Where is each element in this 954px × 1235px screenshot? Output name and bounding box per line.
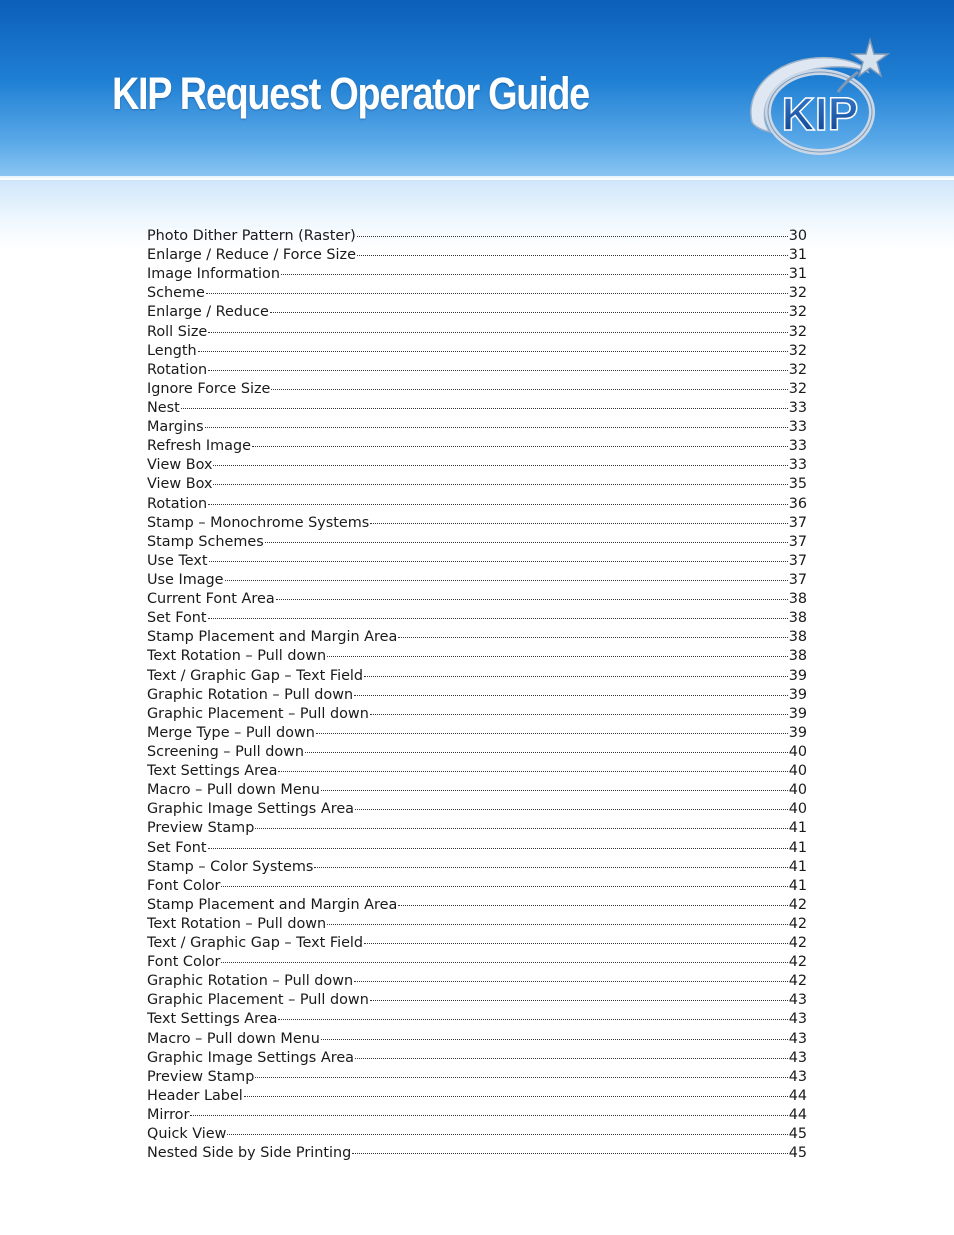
- toc-entry[interactable]: [147, 894, 807, 913]
- toc-entry-title: Font Color: [147, 877, 221, 894]
- toc-entry[interactable]: [147, 932, 807, 951]
- toc-dot-leader: [205, 416, 788, 428]
- toc-entry-title: Text Settings Area: [147, 1011, 278, 1028]
- toc-entry-page: 44: [788, 1107, 807, 1124]
- toc-entry-page: 42: [788, 973, 807, 990]
- kip-logo-text: KIP: [781, 88, 859, 140]
- toc-dot-leader: [198, 340, 788, 352]
- toc-dot-leader: [357, 225, 788, 237]
- toc-entry[interactable]: [147, 550, 807, 569]
- toc-entry-page: 42: [788, 954, 807, 971]
- toc-dot-leader: [370, 512, 787, 524]
- toc-entry-title: Enlarge / Reduce: [147, 304, 269, 321]
- toc-entry-title: Text Rotation – Pull down: [147, 648, 327, 665]
- toc-entry[interactable]: [147, 951, 807, 970]
- toc-entry-title: Refresh Image: [147, 438, 251, 455]
- toc-entry-title: Stamp Schemes: [147, 533, 264, 550]
- toc-entry-title: View Box: [147, 476, 213, 493]
- toc-entry-page: 43: [788, 1068, 807, 1085]
- toc-entry-page: 37: [788, 571, 807, 588]
- toc-dot-leader: [255, 1066, 787, 1078]
- toc-entry-page: 37: [788, 533, 807, 550]
- page-title: KIP Request Operator Guide: [112, 68, 589, 119]
- toc-entry[interactable]: [147, 989, 807, 1008]
- toc-entry-title: Enlarge / Reduce / Force Size: [147, 247, 356, 264]
- toc-entry[interactable]: [147, 244, 807, 263]
- toc-entry-page: 32: [788, 361, 807, 378]
- toc-entry-page: 38: [788, 610, 807, 627]
- toc-entry-title: Set Font: [147, 610, 207, 627]
- toc-entry[interactable]: [147, 913, 807, 932]
- toc-entry-page: 39: [788, 724, 807, 741]
- toc-entry[interactable]: [147, 301, 807, 320]
- toc-entry[interactable]: [147, 1066, 807, 1085]
- toc-entry-title: Stamp Placement and Margin Area: [147, 629, 398, 646]
- toc-entry-page: 39: [788, 667, 807, 684]
- toc-entry-title: Graphic Rotation – Pull down: [147, 686, 354, 703]
- toc-dot-leader: [305, 741, 788, 753]
- toc-entry[interactable]: [147, 1104, 807, 1123]
- toc-entry-page: 42: [788, 935, 807, 952]
- toc-dot-leader: [370, 989, 788, 1001]
- toc-entry-page: 32: [788, 285, 807, 302]
- toc-entry[interactable]: [147, 359, 807, 378]
- toc-dot-leader: [213, 454, 787, 466]
- toc-entry-title: Text / Graphic Gap – Text Field: [147, 935, 364, 952]
- toc-entry[interactable]: [147, 970, 807, 989]
- toc-dot-leader: [398, 894, 787, 906]
- toc-entry[interactable]: [147, 454, 807, 473]
- toc-dot-leader: [181, 397, 788, 409]
- toc-dot-leader: [190, 1104, 787, 1116]
- toc-entry-title: Screening – Pull down: [147, 743, 305, 760]
- toc-dot-leader: [209, 550, 788, 562]
- toc-entry-title: Scheme: [147, 285, 205, 302]
- toc-entry-page: 32: [788, 342, 807, 359]
- toc-entry[interactable]: [147, 703, 807, 722]
- toc-entry[interactable]: [147, 588, 807, 607]
- toc-entry-page: 45: [788, 1126, 807, 1143]
- toc-entry[interactable]: [147, 645, 807, 664]
- toc-entry-page: 31: [788, 247, 807, 264]
- toc-entry-title: Macro – Pull down Menu: [147, 782, 320, 799]
- toc-entry-title: Nested Side by Side Printing: [147, 1145, 352, 1162]
- toc-entry-page: 39: [788, 686, 807, 703]
- toc-entry-title: Nest: [147, 399, 180, 416]
- toc-entry-title: Rotation: [147, 495, 208, 512]
- toc-entry-page: 45: [788, 1145, 807, 1162]
- toc-entry[interactable]: [147, 760, 807, 779]
- toc-dot-leader: [278, 760, 787, 772]
- toc-entry-page: 33: [788, 457, 807, 474]
- toc-dot-leader: [370, 703, 788, 715]
- toc-dot-leader: [255, 817, 787, 829]
- toc-entry[interactable]: [147, 741, 807, 760]
- toc-entry[interactable]: [147, 282, 807, 301]
- toc-entry-page: 40: [788, 782, 807, 799]
- toc-dot-leader: [276, 588, 788, 600]
- toc-entry-title: Font Color: [147, 954, 221, 971]
- toc-entry-page: 33: [788, 419, 807, 436]
- toc-entry[interactable]: [147, 1142, 807, 1161]
- toc-entry-title: Stamp Placement and Margin Area: [147, 896, 398, 913]
- toc-dot-leader: [221, 951, 787, 963]
- toc-dot-leader: [357, 244, 788, 256]
- toc-entry[interactable]: [147, 416, 807, 435]
- toc-entry-title: Image Information: [147, 266, 280, 283]
- table-of-contents: [147, 225, 807, 1161]
- toc-entry-title: Stamp – Monochrome Systems: [147, 514, 370, 531]
- toc-entry-title: Use Text: [147, 552, 208, 569]
- toc-dot-leader: [327, 913, 788, 925]
- toc-entry[interactable]: [147, 1028, 807, 1047]
- toc-entry-title: Ignore Force Size: [147, 380, 271, 397]
- toc-entry-title: Length: [147, 342, 197, 359]
- toc-entry[interactable]: [147, 1047, 807, 1066]
- toc-dot-leader: [225, 569, 788, 581]
- toc-entry[interactable]: [147, 626, 807, 645]
- toc-entry-page: 42: [788, 915, 807, 932]
- toc-entry[interactable]: [147, 531, 807, 550]
- toc-entry-title: Quick View: [147, 1126, 227, 1143]
- toc-entry-page: 42: [788, 896, 807, 913]
- toc-dot-leader: [355, 1047, 788, 1059]
- toc-entry-page: 32: [788, 304, 807, 321]
- toc-entry[interactable]: [147, 798, 807, 817]
- toc-dot-leader: [314, 856, 787, 868]
- toc-entry[interactable]: [147, 435, 807, 454]
- toc-dot-leader: [271, 378, 787, 390]
- toc-dot-leader: [208, 493, 788, 505]
- toc-entry-page: 37: [788, 514, 807, 531]
- toc-dot-leader: [354, 970, 788, 982]
- toc-dot-leader: [321, 1028, 788, 1040]
- toc-entry[interactable]: [147, 263, 807, 282]
- toc-entry-page: 40: [788, 801, 807, 818]
- toc-entry-page: 36: [788, 495, 807, 512]
- toc-entry-title: Current Font Area: [147, 591, 275, 608]
- toc-entry-page: 38: [788, 591, 807, 608]
- toc-entry[interactable]: [147, 378, 807, 397]
- toc-entry[interactable]: [147, 875, 807, 894]
- toc-dot-leader: [252, 435, 788, 447]
- toc-entry-page: 38: [788, 648, 807, 665]
- toc-entry[interactable]: [147, 1008, 807, 1027]
- toc-dot-leader: [208, 607, 788, 619]
- toc-entry[interactable]: [147, 493, 807, 512]
- toc-entry-page: 43: [788, 1011, 807, 1028]
- toc-entry-page: 37: [788, 552, 807, 569]
- toc-entry[interactable]: [147, 665, 807, 684]
- toc-entry-title: Merge Type – Pull down: [147, 724, 315, 741]
- toc-entry-title: Mirror: [147, 1107, 190, 1124]
- toc-entry-title: Margins: [147, 419, 204, 436]
- toc-entry-page: 30: [788, 228, 807, 244]
- toc-dot-leader: [244, 1085, 788, 1097]
- toc-dot-leader: [278, 1008, 787, 1020]
- toc-dot-leader: [364, 665, 788, 677]
- toc-entry[interactable]: [147, 607, 807, 626]
- toc-entry[interactable]: [147, 473, 807, 492]
- toc-entry-title: Rotation: [147, 361, 208, 378]
- toc-dot-leader: [221, 875, 787, 887]
- toc-entry-page: 41: [788, 820, 807, 837]
- toc-entry-page: 33: [788, 399, 807, 416]
- toc-entry-title: Preview Stamp: [147, 820, 255, 837]
- toc-dot-leader: [227, 1123, 787, 1135]
- toc-entry-title: Text Settings Area: [147, 763, 278, 780]
- toc-entry[interactable]: [147, 225, 807, 244]
- kip-logo: [740, 32, 890, 162]
- toc-entry[interactable]: [147, 321, 807, 340]
- toc-dot-leader: [321, 779, 788, 791]
- toc-entry-title: Graphic Image Settings Area: [147, 1049, 354, 1066]
- toc-dot-leader: [352, 1142, 787, 1154]
- toc-entry-title: Set Font: [147, 839, 207, 856]
- toc-dot-leader: [398, 626, 787, 638]
- toc-entry[interactable]: [147, 569, 807, 588]
- toc-dot-leader: [208, 837, 788, 849]
- toc-entry-page: 40: [788, 763, 807, 780]
- toc-entry-page: 41: [788, 877, 807, 894]
- toc-entry-title: Macro – Pull down Menu: [147, 1030, 320, 1047]
- toc-dot-leader: [270, 301, 788, 313]
- toc-entry[interactable]: [147, 856, 807, 875]
- toc-entry-page: 43: [788, 1030, 807, 1047]
- toc-entry-page: 32: [788, 323, 807, 340]
- toc-dot-leader: [265, 531, 788, 543]
- toc-entry[interactable]: [147, 684, 807, 703]
- toc-entry-title: View Box: [147, 457, 213, 474]
- toc-entry-title: Stamp – Color Systems: [147, 858, 314, 875]
- toc-entry-page: 43: [788, 1049, 807, 1066]
- toc-entry[interactable]: [147, 1123, 807, 1142]
- toc-dot-leader: [208, 321, 787, 333]
- toc-entry[interactable]: [147, 837, 807, 856]
- toc-entry-title: Graphic Image Settings Area: [147, 801, 354, 818]
- toc-dot-leader: [206, 282, 788, 294]
- toc-dot-leader: [281, 263, 788, 275]
- toc-entry-title: Header Label: [147, 1087, 243, 1104]
- toc-entry-title: Graphic Placement – Pull down: [147, 705, 369, 722]
- header-banner: [0, 0, 954, 178]
- toc-entry[interactable]: [147, 512, 807, 531]
- toc-entry-title: Text Rotation – Pull down: [147, 915, 327, 932]
- toc-entry[interactable]: [147, 340, 807, 359]
- toc-entry-page: 31: [788, 266, 807, 283]
- toc-entry-title: Preview Stamp: [147, 1068, 255, 1085]
- toc-dot-leader: [208, 359, 788, 371]
- toc-entry[interactable]: [147, 1085, 807, 1104]
- toc-entry-page: 32: [788, 380, 807, 397]
- toc-entry-page: 43: [788, 992, 807, 1009]
- toc-entry-title: Text / Graphic Gap – Text Field: [147, 667, 364, 684]
- toc-entry-page: 35: [788, 476, 807, 493]
- toc-entry[interactable]: [147, 817, 807, 836]
- toc-dot-leader: [213, 473, 787, 485]
- toc-dot-leader: [355, 798, 788, 810]
- toc-dot-leader: [316, 722, 788, 734]
- toc-entry-title: Roll Size: [147, 323, 208, 340]
- toc-entry-page: 38: [788, 629, 807, 646]
- toc-entry-page: 41: [788, 839, 807, 856]
- toc-entry-title: Graphic Placement – Pull down: [147, 992, 369, 1009]
- toc-dot-leader: [364, 932, 788, 944]
- toc-entry-page: 33: [788, 438, 807, 455]
- toc-entry[interactable]: [147, 722, 807, 741]
- toc-entry[interactable]: [147, 779, 807, 798]
- toc-entry-title: Graphic Rotation – Pull down: [147, 973, 354, 990]
- toc-entry-page: 39: [788, 705, 807, 722]
- toc-entry-page: 40: [788, 743, 807, 760]
- toc-dot-leader: [327, 645, 788, 657]
- toc-entry-page: 41: [788, 858, 807, 875]
- toc-entry-title: Photo Dither Pattern (Raster): [147, 228, 356, 244]
- toc-entry-title: Use Image: [147, 571, 224, 588]
- toc-dot-leader: [354, 684, 788, 696]
- toc-entry-page: 44: [788, 1087, 807, 1104]
- toc-entry[interactable]: [147, 397, 807, 416]
